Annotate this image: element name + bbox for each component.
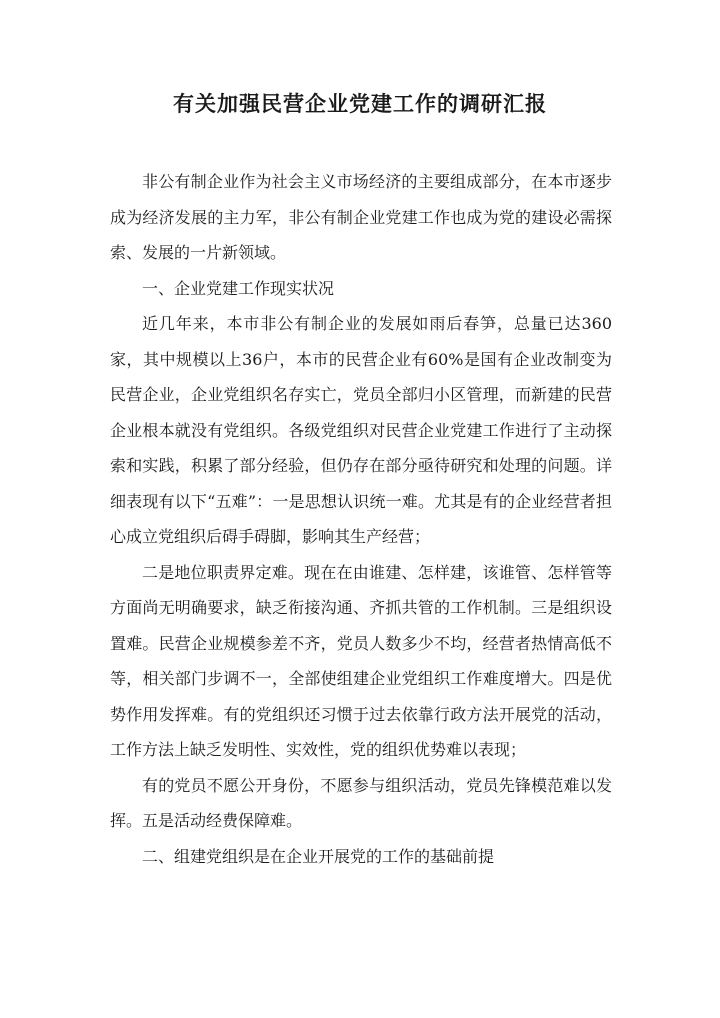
section-heading-1: 一、企业党建工作现实状况 — [142, 278, 335, 298]
document-title: 有关加强民营企业党建工作的调研汇报 — [173, 91, 547, 116]
paragraph-status: 近几年来，本市非公有制企业的发展如雨后春笋，总量已达360家，其中规模以上36户，本市的民营企业有60%是国有企业改制变为民营企业，企业党组织名存实亡，党员全部归小区管理，而新建的民营企业根本就没有党组织。各级党组织对民营企业党建工作进行了主动探索和实践，积累了部分经验，但仍存在部分亟待研究和处理的问题。详细表现有以下“五难”：一是思想认识统一难。尤其是有的企业经营者担心成立党组织后碍手碍脚，影响其生产经营； — [110, 314, 612, 546]
document-body — [110, 164, 612, 874]
paragraph-intro: 非公有制企业作为社会主义市场经济的主要组成部分，在本市逐步成为经济发展的主力军，非公有制企业党建工作也成为党的建设必需探索、发展的一片新领域。 — [110, 172, 612, 262]
paragraph-difficulties: 二是地位职责界定难。现在在由谁建、怎样建，该谁管、怎样管等方面尚无明确要求，缺乏衔接沟通、齐抓共管的工作机制。三是组织设置难。民营企业规模参差不齐，党员人数多少不均，经营者热情高低不等，相关部门步调不一，全部使组建企业党组织工作难度增大。四是优势作用发挥难。有的党组织还习惯于过去依靠行政方法开展党的活动，工作方法上缺乏发明性、实效性，党的组织优势难以表现； — [110, 562, 612, 759]
section-heading-2: 二、组建党组织是在企业开展党的工作的基础前提 — [142, 846, 495, 866]
paragraph-members: 有的党员不愿公开身份，不愿参与组织活动，党员先锋模范难以发挥。五是活动经费保障难。 — [110, 775, 612, 830]
